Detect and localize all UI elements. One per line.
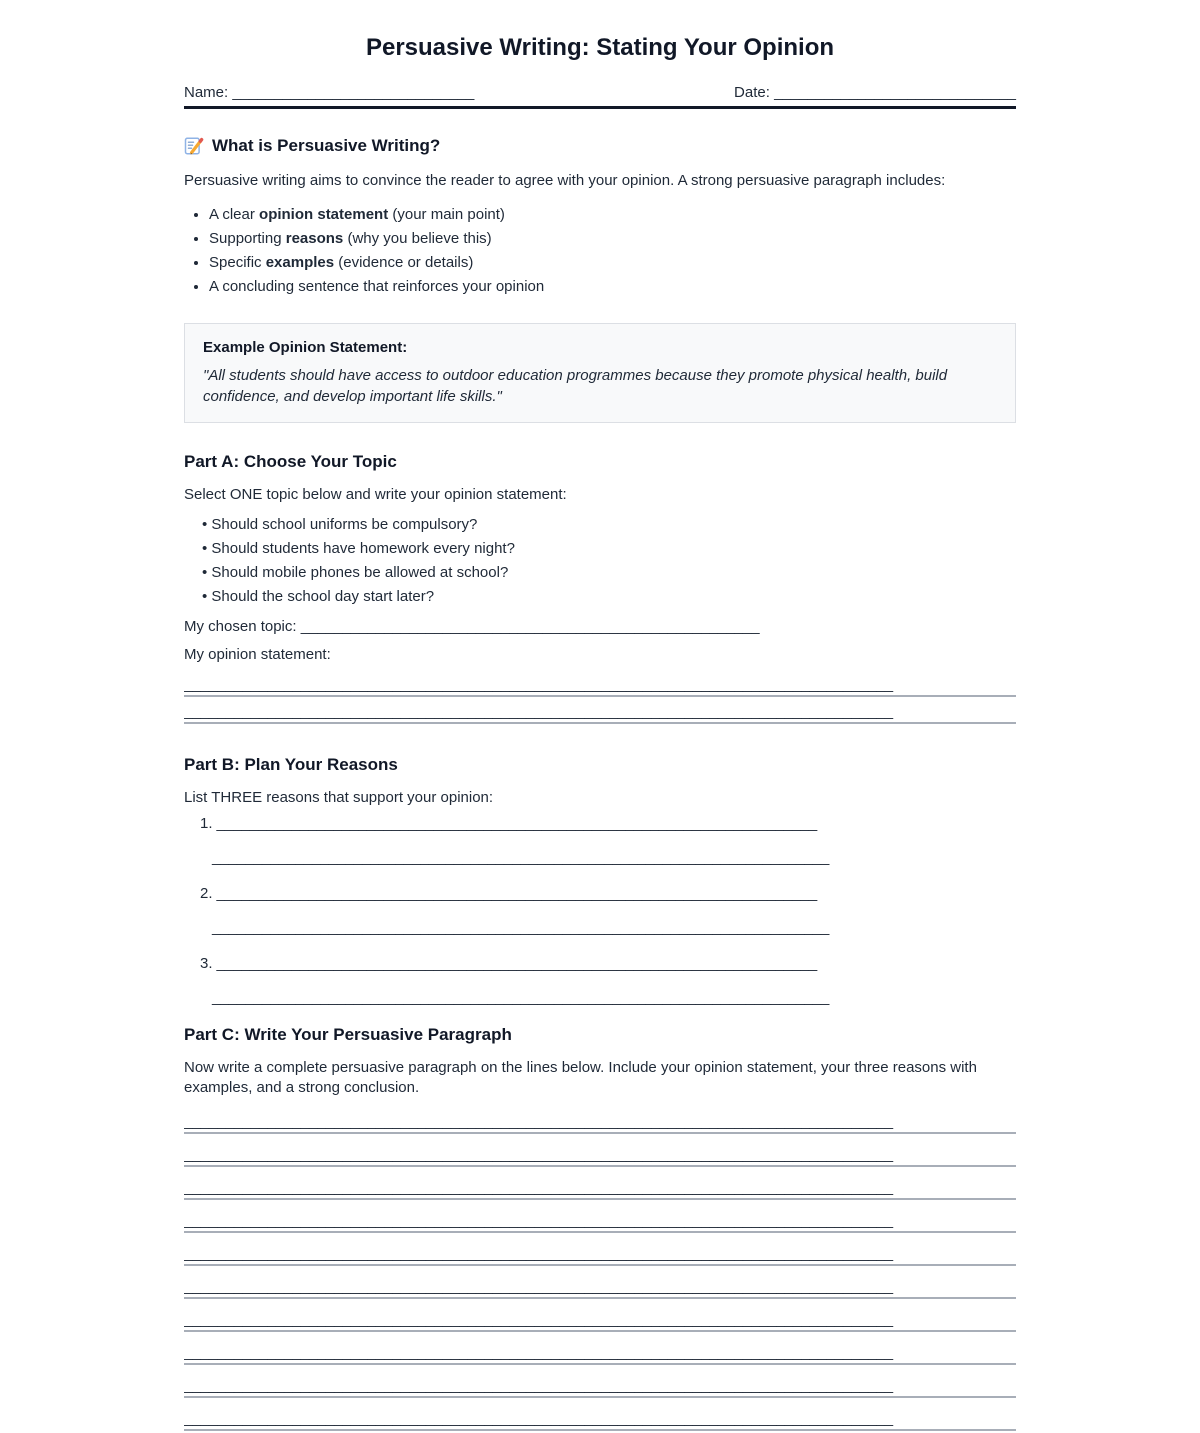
write-line [184,702,1016,724]
write-line [184,1376,1016,1398]
paragraph-write-lines [184,1112,1016,1431]
header-divider [184,106,1016,109]
opinion-write-lines [184,675,1016,724]
topic-option: • Should mobile phones be allowed at school? [202,561,1016,585]
reason-blank: ________________________________________________________________________ [216,815,818,832]
reason-line-2 [200,918,1016,938]
reason-blank: __________________________________________________________________________ [212,849,830,866]
reason-line-2 [200,848,1016,868]
name-field [184,83,474,103]
bullet-text-segment: Supporting [209,230,286,247]
memo-pencil-icon [184,136,204,156]
write-line-blank: _____________________________________________________________________________________ [184,1146,894,1163]
intro-bullet-item [209,203,1016,227]
write-line [184,1244,1016,1266]
bullet-text-segment: reasons [285,230,344,247]
page-title: Persuasive Writing: Stating Your Opinion [365,34,835,61]
reason-item [200,814,1016,868]
reason-blank: __________________________________________________________________________ [212,919,830,936]
worksheet-page [184,33,1016,1431]
intro-bullet-item [209,275,1016,299]
bullet-text-segment: (your main point) [388,206,505,223]
intro-heading-text: What is Persuasive Writing? [212,136,441,155]
intro-section-heading [184,135,1016,157]
name-label: Name: [184,84,229,101]
name-blank-line: _____________________________ [232,84,475,101]
write-line-blank: _____________________________________________________________________________________ [184,1245,894,1262]
bullet-text-segment: A concluding sentence that reinforces your opinion [209,278,545,295]
intro-paragraph: Persuasive writing aims to convince the reader to agree with your opinion. A strong persuasive paragraph includes: [184,172,946,189]
bullet-text-segment: Specific [209,254,266,271]
part-b-intro: List THREE reasons that support your opinion: [184,789,494,806]
write-line-blank: _____________________________________________________________________________________ [184,1377,894,1394]
part-c-intro: Now write a complete persuasive paragraph on the lines below. Include your opinion statement, your three reasons with examples, and a strong conclusion. [184,1059,977,1096]
write-line [184,1178,1016,1200]
reason-item [200,884,1016,938]
write-line-blank: _____________________________________________________________________________________ [184,703,894,720]
intro-bullet-list [184,203,1016,299]
part-a-heading: Part A: Choose Your Topic [184,452,397,471]
write-line-blank: _____________________________________________________________________________________ [184,1344,894,1361]
reason-blank: ________________________________________________________________________ [216,955,818,972]
write-line-blank: _____________________________________________________________________________________ [184,676,894,693]
chosen-topic-line [184,617,1016,637]
bullet-text-segment: (why you believe this) [343,230,492,247]
chosen-topic-label: My chosen topic: [184,618,297,635]
bullet-text-segment: opinion statement [259,206,389,223]
write-line [184,1112,1016,1134]
date-field [734,83,1016,103]
write-line-blank: _____________________________________________________________________________________ [184,1278,894,1295]
reason-blank: ________________________________________________________________________ [216,885,818,902]
name-date-row [184,83,1016,103]
reason-blank: __________________________________________________________________________ [212,989,830,1006]
bullet-text-segment: (evidence or details) [334,254,474,271]
write-line-blank: _____________________________________________________________________________________ [184,1212,894,1229]
date-blank-line: _____________________________ [774,84,1016,101]
part-c-heading: Part C: Write Your Persuasive Paragraph [184,1025,512,1044]
reason-number: 3. [200,955,213,972]
topic-list [184,513,1016,609]
reason-number: 1. [200,815,213,832]
example-heading: Example Opinion Statement: [203,339,408,356]
write-line-blank: _____________________________________________________________________________________ [184,1410,894,1427]
bullet-text-segment: A clear [209,206,260,223]
bullet-text-segment: examples [265,254,335,271]
reason-line-1 [200,814,1016,834]
topic-option: • Should the school day start later? [202,585,1016,609]
reason-line-1 [200,954,1016,974]
write-line [184,1211,1016,1233]
topic-option: • Should students have homework every night? [202,537,1016,561]
reason-item [200,954,1016,1008]
date-label: Date: [734,84,770,101]
intro-bullet-item [209,227,1016,251]
reason-line-2 [200,988,1016,1008]
topic-option: • Should school uniforms be compulsory? [202,513,1016,537]
write-line [184,1277,1016,1299]
part-a-intro: Select ONE topic below and write your opinion statement: [184,486,567,503]
reason-number: 2. [200,885,213,902]
write-line-blank: _____________________________________________________________________________________ [184,1311,894,1328]
opinion-statement-label: My opinion statement: [184,646,331,663]
part-b-heading: Part B: Plan Your Reasons [184,755,398,774]
write-line-blank: _____________________________________________________________________________________ [184,1113,894,1130]
reason-line-1 [200,884,1016,904]
write-line [184,1343,1016,1365]
example-box [184,323,1016,423]
example-text: "All students should have access to outdoor education programmes because they promote physical health, build confidence, and develop important life skills." [203,367,948,405]
write-line [184,675,1016,697]
write-line [184,1145,1016,1167]
write-line [184,1409,1016,1431]
write-line [184,1310,1016,1332]
write-line-blank: _____________________________________________________________________________________ [184,1179,894,1196]
intro-bullet-item [209,251,1016,275]
reason-list [184,814,1016,1008]
chosen-topic-blank: _______________________________________________________ [300,618,760,635]
